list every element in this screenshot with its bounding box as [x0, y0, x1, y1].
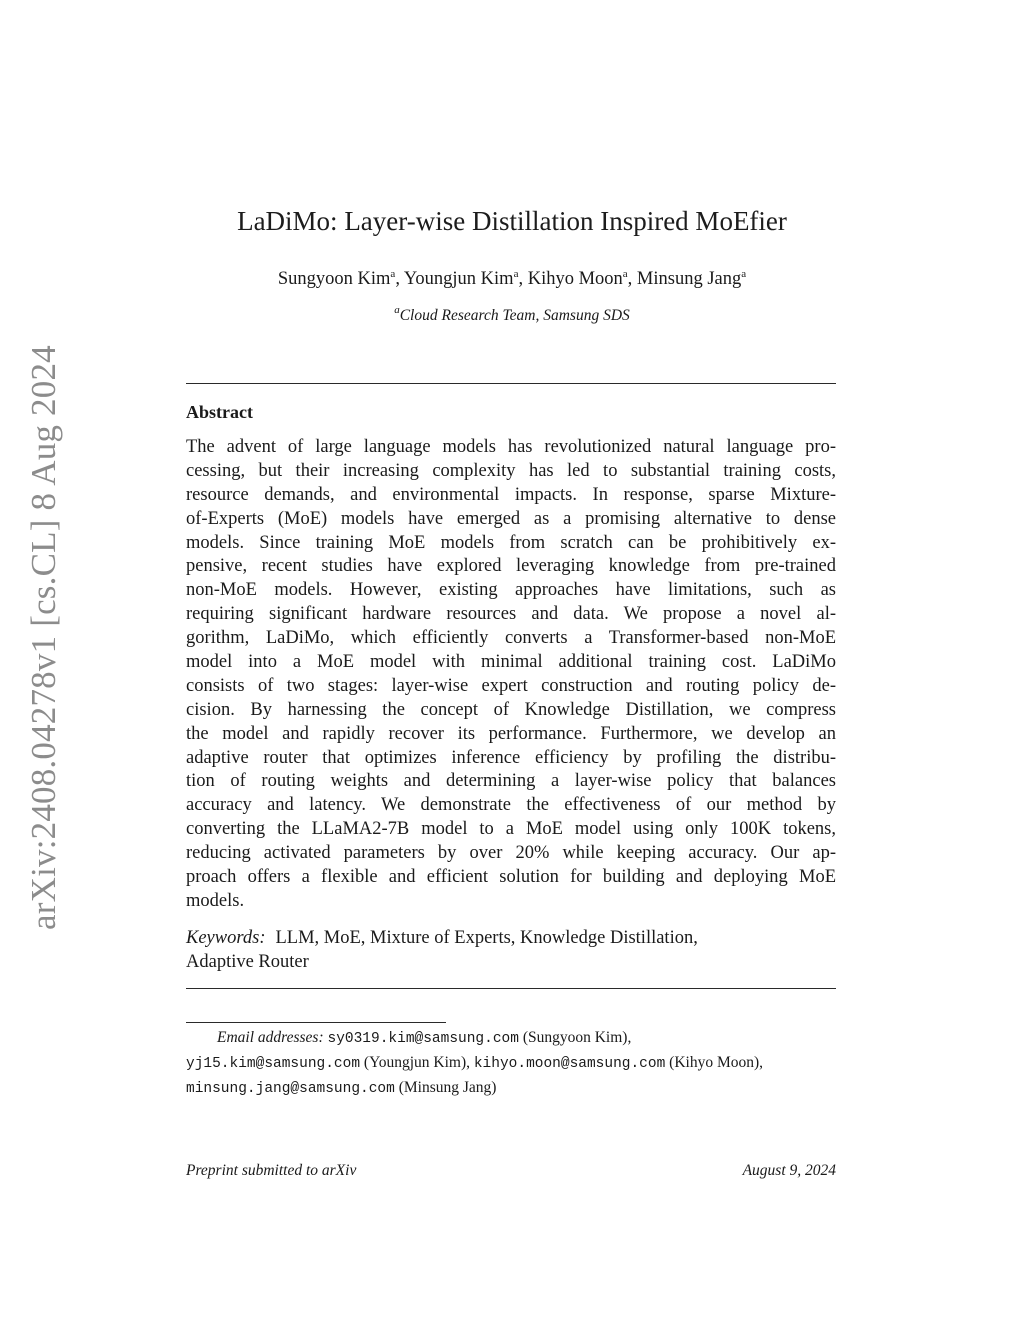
- affiliation: [0, 305, 1024, 327]
- email-separator: ,: [759, 1054, 764, 1071]
- keywords-line: [186, 926, 836, 950]
- keywords-label: Keywords:: [186, 928, 266, 948]
- author-separator: ,: [518, 269, 528, 289]
- abstract-line: model into a MoE model with minimal additional training cost. LaDiMo: [186, 652, 836, 673]
- paper-title: LaDiMo: Layer-wise Distillation Inspired MoEfier: [237, 206, 787, 236]
- email-owner: (Sungyoon Kim): [522, 1029, 628, 1046]
- abstract-line: The advent of large language models has revolutionized natural language pro-: [186, 437, 836, 457]
- email-footnote: [186, 1026, 836, 1101]
- affiliation-mark: a: [394, 304, 400, 316]
- email-link[interactable]: kihyo.moon@samsung.com: [473, 1056, 666, 1072]
- affiliation-name: Cloud Research Team, Samsung SDS: [399, 307, 630, 324]
- footnote-line: [186, 1051, 836, 1076]
- abstract-line: tion of routing weights and determining a layer-wise policy that balances: [186, 771, 836, 792]
- abstract-line: gorithm, LaDiMo, which efficiently converts a Transformer-based non-MoE: [186, 628, 836, 649]
- abstract-line: the model and rapidly recover its performance. Furthermore, we develop an: [186, 723, 836, 744]
- author-name: Sungyoon Kim: [277, 269, 391, 289]
- email-link[interactable]: minsung.jang@samsung.com: [186, 1081, 395, 1097]
- abstract-heading: Abstract: [186, 402, 253, 422]
- affiliation-mark: a: [390, 268, 396, 280]
- author-name: Kihyo Moon: [527, 269, 623, 289]
- author-name: Minsung Jang: [636, 269, 742, 289]
- abstract-line: cision. By harnessing the concept of Knowledge Distillation, we compress: [186, 699, 836, 720]
- abstract-line: reducing activated parameters by over 20% while keeping accuracy. Our ap-: [186, 843, 836, 864]
- email-separator: ,: [627, 1029, 632, 1046]
- email-link[interactable]: yj15.kim@samsung.com: [186, 1056, 361, 1072]
- author-separator: ,: [395, 269, 404, 289]
- author-separator: ,: [627, 269, 637, 289]
- email-owner: (Kihyo Moon): [669, 1054, 760, 1071]
- abstract-line: proach offers a flexible and efficient solution for building and deploying MoE: [186, 867, 836, 888]
- arxiv-identifier-stamp: arXiv:2408.04278v1 [cs.CL] 8 Aug 2024: [24, 345, 63, 930]
- email-separator: ,: [466, 1054, 470, 1071]
- email-link[interactable]: sy0319.kim@samsung.com: [327, 1031, 519, 1047]
- keywords-text: LLM, MoE, Mixture of Experts, Knowledge Distillation,: [275, 928, 698, 948]
- abstract-body: [186, 436, 836, 914]
- abstract-line: of-Experts (MoE) models have emerged as a promising alternative to dense: [186, 508, 836, 529]
- author-name: Youngjun Kim: [403, 269, 514, 289]
- abstract-line: pensive, recent studies have explored leveraging knowledge from pre-trained: [186, 556, 836, 577]
- abstract-line: models. Since training MoE models from scratch can be prohibitively ex-: [186, 532, 836, 553]
- abstract-line: consists of two stages: layer-wise expert construction and routing policy de-: [186, 675, 836, 696]
- abstract-line: cessing, but their increasing complexity has led to substantial training costs,: [186, 460, 836, 481]
- abstract-line: resource demands, and environmental impacts. In response, sparse Mixture-: [186, 484, 836, 505]
- email-label: Email addresses:: [217, 1029, 324, 1046]
- abstract-line: non-MoE models. However, existing approaches have limitations, such as: [186, 580, 836, 601]
- abstract-line: accuracy and latency. We demonstrate the effectiveness of our method by: [186, 795, 836, 816]
- abstract-top-rule: [186, 383, 836, 384]
- preprint-date: August 9, 2024: [742, 1162, 836, 1179]
- keywords: [186, 926, 836, 974]
- abstract-bottom-rule: [186, 988, 836, 989]
- footnote-line: [186, 1076, 836, 1101]
- preprint-notice: Preprint submitted to arXiv: [186, 1162, 357, 1179]
- footnote-rule: [186, 1022, 446, 1023]
- affiliation-mark: a: [622, 268, 628, 280]
- author-list: [0, 267, 1024, 291]
- abstract-line: adaptive router that optimizes inference efficiency by profiling the distribu-: [186, 747, 836, 768]
- abstract-line: models.: [186, 890, 245, 911]
- footnote-line: [186, 1026, 836, 1051]
- email-owner: (Minsung Jang): [398, 1079, 497, 1096]
- affiliation-mark: a: [741, 268, 747, 280]
- abstract-line: converting the LLaMA2-7B model to a MoE model using only 100K tokens,: [186, 819, 836, 840]
- affiliation-mark: a: [513, 268, 519, 280]
- keywords-line: Adaptive Router: [186, 952, 309, 972]
- email-owner: (Youngjun Kim): [363, 1054, 467, 1071]
- abstract-line: requiring significant hardware resources and data. We propose a novel al-: [186, 604, 836, 625]
